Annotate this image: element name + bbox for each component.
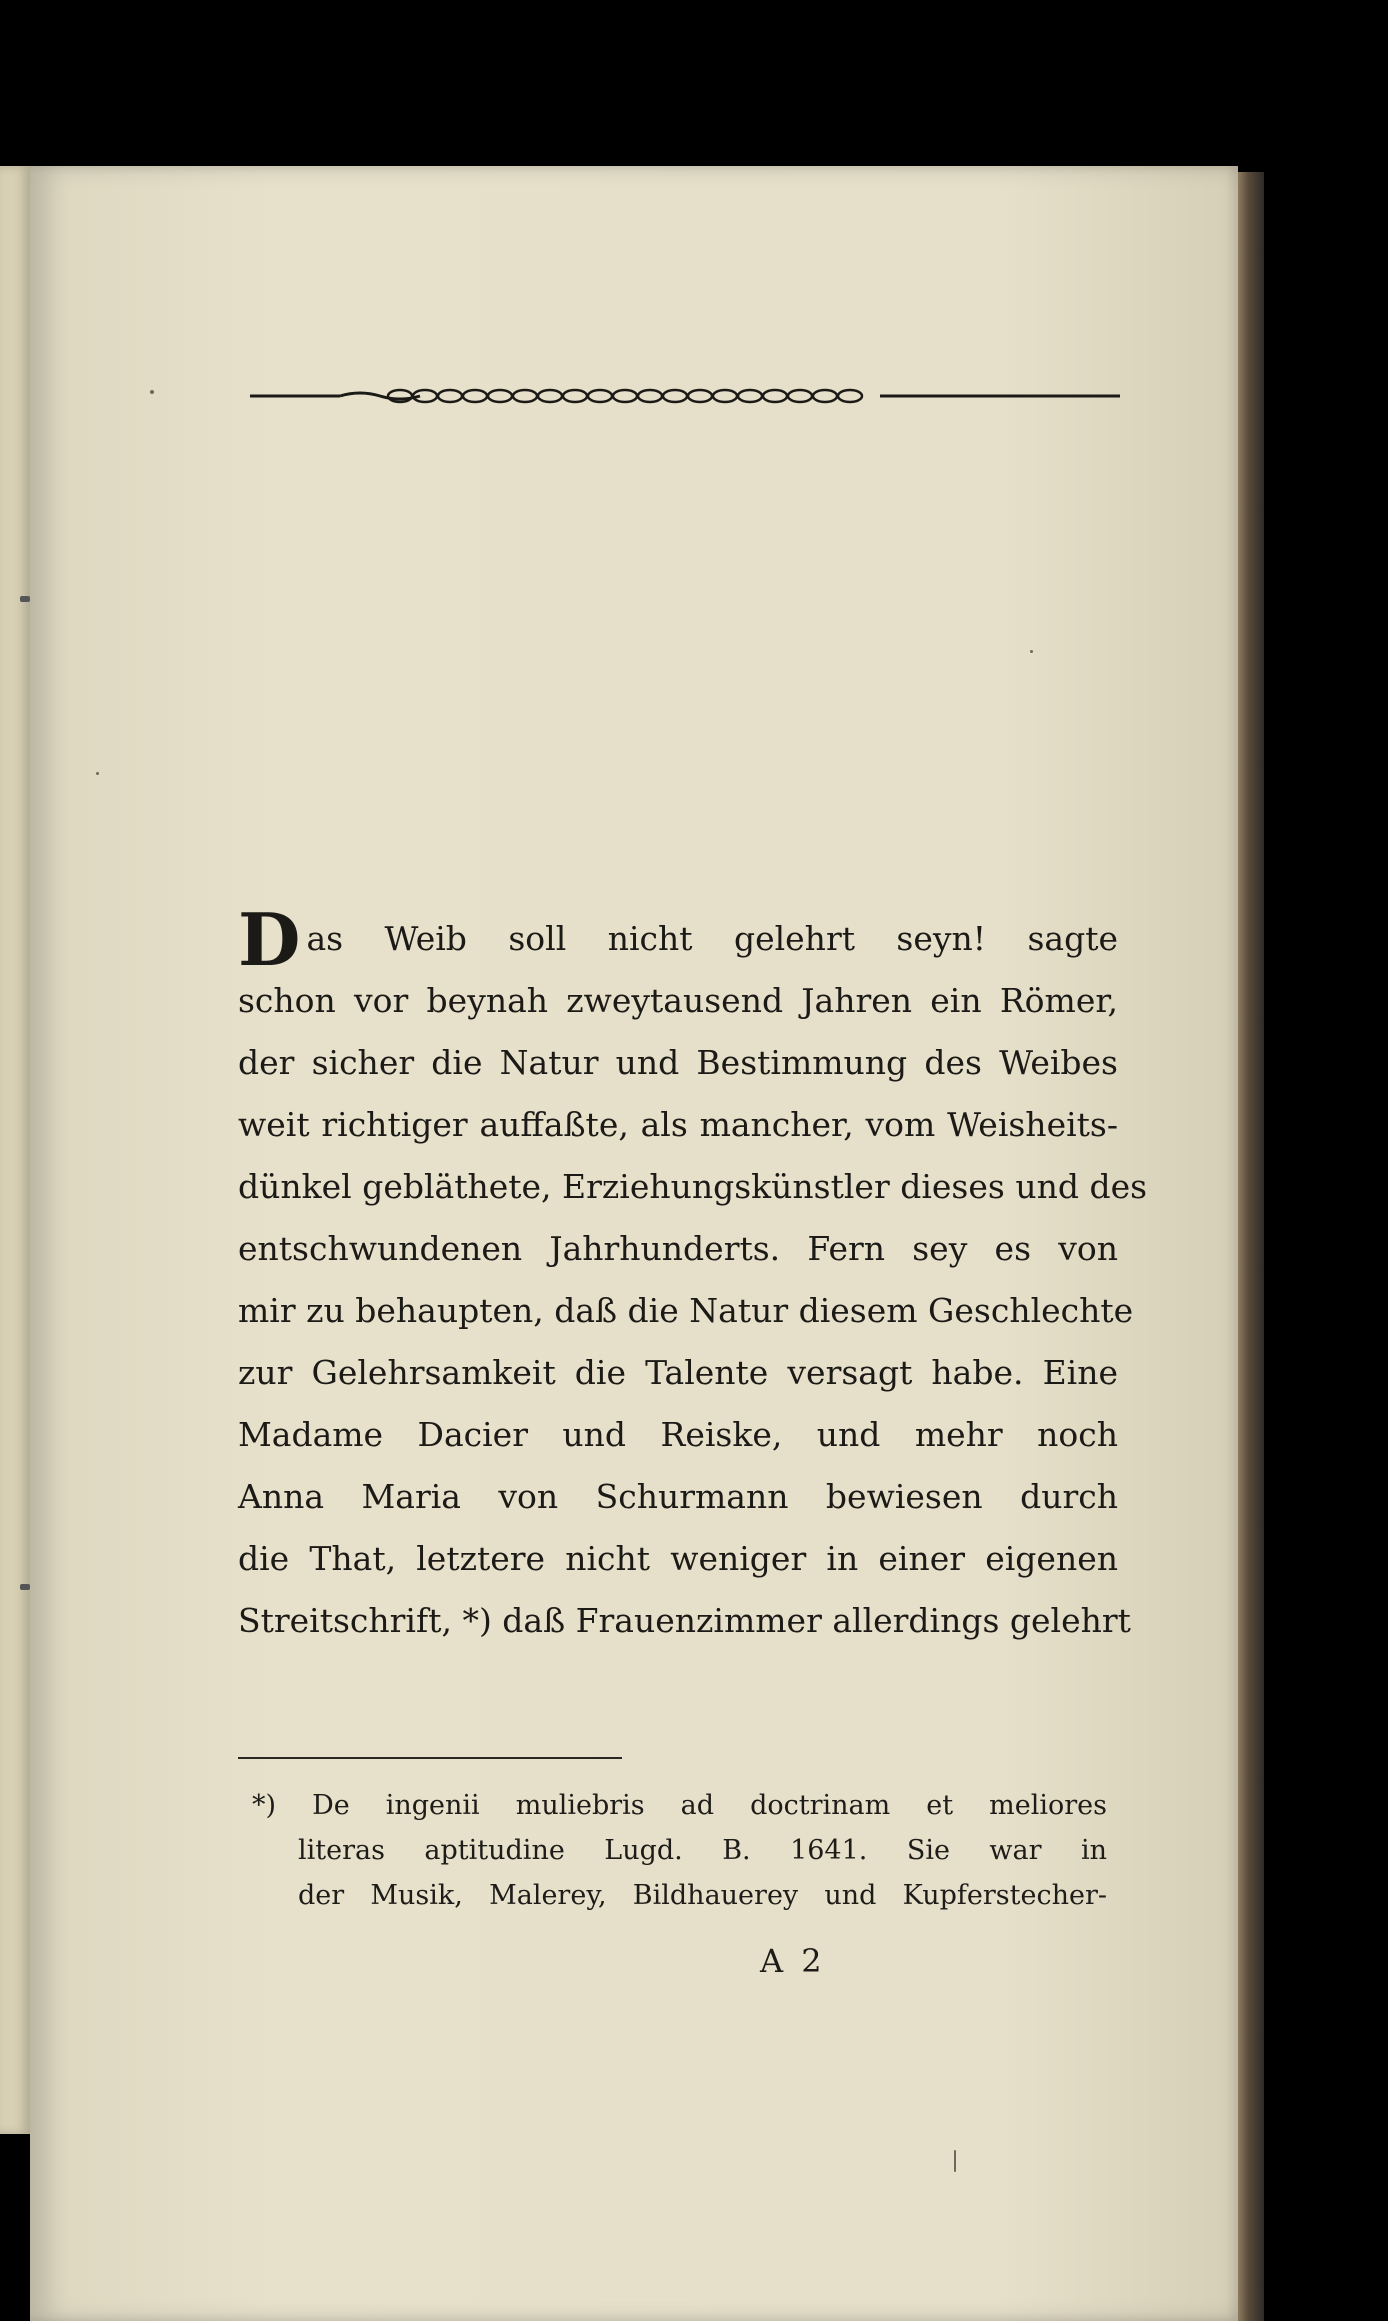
- paper-speck: [954, 2150, 956, 2172]
- text-line: entschwundenen Jahrhunderts. Fern sey es von: [238, 1229, 1118, 1268]
- page-marker: [20, 1584, 30, 1590]
- paper-speck: [1030, 650, 1033, 653]
- text-line: mir zu behaupten, daß die Natur diesem Geschlechte: [238, 1291, 1134, 1330]
- text-line: Madame Dacier und Reiske, und mehr noch: [238, 1415, 1118, 1454]
- page-edge-shadow: [1238, 172, 1264, 2321]
- first-line-text: as Weib soll nicht gelehrt seyn! sagte: [306, 919, 1118, 958]
- drop-cap: D: [238, 897, 301, 982]
- text-line: Streitschrift, *) daß Frauenzimmer allerdings gelehrt: [238, 1601, 1131, 1640]
- text-line: schon vor beynah zweytausend Jahren ein Römer,: [238, 981, 1118, 1020]
- footnote-line: der Musik, Malerey, Bildhauerey und Kupferstecher-: [298, 1880, 1107, 1911]
- footnote-line: *) De ingenii muliebris ad doctrinam et meliores: [252, 1790, 1107, 1821]
- text-line: Anna Maria von Schurmann bewiesen durch: [238, 1477, 1118, 1516]
- footnote-rule: [238, 1757, 622, 1759]
- body-text: [238, 897, 1148, 1652]
- paper-speck: [150, 390, 154, 394]
- text-line: dünkel gebläthete, Erziehungskünstler dieses und des: [238, 1167, 1148, 1206]
- footnote-line: literas aptitudine Lugd. B. 1641. Sie war in: [298, 1835, 1107, 1866]
- previous-page-edge: [0, 166, 32, 2134]
- text-line: die That, letztere nicht weniger in einer eigenen: [238, 1539, 1118, 1578]
- footnote: [252, 1783, 1107, 1918]
- paper-speck: [96, 772, 99, 775]
- text-line: zur Gelehrsamkeit die Talente versagt habe. Eine: [238, 1353, 1118, 1392]
- signature-mark: A 2: [760, 1942, 826, 1980]
- header-ornament: [220, 380, 1120, 412]
- text-line: [238, 897, 1118, 982]
- page-marker: [20, 596, 30, 602]
- text-line: weit richtiger auffaßte, als mancher, vom Weisheits-: [238, 1105, 1118, 1144]
- text-line: der sicher die Natur und Bestimmung des Weibes: [238, 1043, 1118, 1082]
